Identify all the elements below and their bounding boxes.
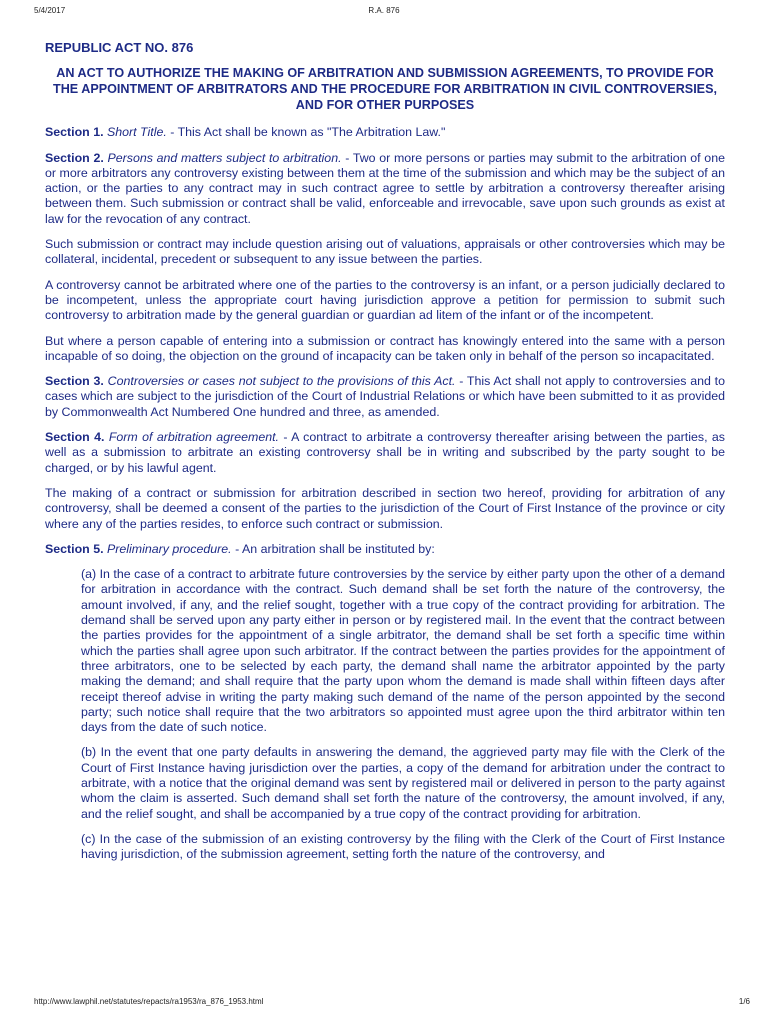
section-5-item-c: (c) In the case of the submission of an existing controversy by the filing with the Clerk of the Court of First Instance having jurisdiction, of the submission agreement, setting forth the nature of the controversy, and (81, 831, 725, 862)
section-heading: Controversies or cases not subject to the provisions of this Act. (107, 374, 456, 389)
section-text: - This Act shall not apply to controversies and to cases which are subject to the jurisdiction of the Court of Industrial Relations or which have been submitted to it as provided by Commonwealth Act Numbered One hundred and three, as amended. (45, 374, 725, 419)
page-number: 1/6 (738, 997, 750, 1006)
document-body (45, 40, 725, 872)
section-text: - This Act shall be known as "The Arbitration Law." (166, 125, 446, 140)
section-text: - A contract to arbitrate a controversy thereafter arising between the parties, as well as a submission to arbitrate an existing controversy shall be in writing and subscribed by the party sought to be charged, or by his lawful agent. (45, 430, 725, 475)
section-label: Section 4. (45, 430, 105, 445)
section-label: Section 2. (45, 150, 104, 165)
source-url: http://www.lawphil.net/statutes/repacts/ra1953/ra_876_1953.html (34, 997, 264, 1006)
section-2-paragraph-2: Such submission or contract may include question arising out of valuations, appraisals or other controversies which may be collateral, incidental, precedent or subsequent to any issue between the parties. (45, 237, 725, 267)
section-heading: Preliminary procedure. (106, 541, 232, 556)
section-5-item-a: (a) In the case of a contract to arbitrate future controversies by the service by either party upon the other of a demand for arbitration in accordance with the contract. Such demand shall be set forth the nature of the controversy, the amount involved, if any, and the relief sought, together with a true copy of the contract providing for arbitration. The demand shall be served upon any party either in person or by registered mail. In the event that the contract between the parties provides for the appointment of a single arbitrator, the demand shall be set forth a specific time within which the parties shall agree upon such arbitrator. If the contract between the parties provides for the appointment of three arbitrators, one to be selected by each party, the demand shall name the arbitrator appointed by the party making the demand; and shall require that the party upon whom the demand is made shall within fifteen days after receipt thereof advise in writing the party making such demand of the name of the person appointed by the second party; such notice shall require that the two arbitrators so appointed must agree upon the third arbitrator within ten days from the date of such notice. (81, 567, 725, 735)
section-heading: Short Title. (106, 125, 167, 140)
section-2-paragraph-3: A controversy cannot be arbitrated where one of the parties to the controversy is an infant, or a person judicially declared to be incompetent, unless the appropriate court having jurisdiction approve a petition for permission to submit such controversy to arbitration made by the general guardian or guardian ad litem of the infant or of the incompetent. (45, 277, 725, 323)
section-heading: Form of arbitration agreement. (108, 430, 279, 445)
act-number: REPUBLIC ACT NO. 876 (45, 40, 194, 55)
print-title: R.A. 876 (368, 6, 400, 15)
section-label: Section 1. (45, 125, 104, 140)
section-text: - An arbitration shall be instituted by: (231, 541, 435, 556)
section-5 (45, 542, 725, 557)
section-1 (45, 125, 725, 140)
section-5-item-b: (b) In the event that one party defaults in answering the demand, the aggrieved party may file with the Clerk of the Court of First Instance having jurisdiction over the parties, a copy of the demand for arbitration under the contract to arbitrate, with a notice that the original demand was sent by registered mail or delivered in person to the party against whom the claim is asserted. Such demand shall set forth the nature of the controversy, the amount involved, if any, and the relief sought, and shall be accompanied by a true copy of the contract providing for arbitration. (81, 745, 725, 821)
section-heading: Persons and matters subject to arbitration. (107, 150, 342, 165)
section-label: Section 5. (45, 541, 104, 556)
section-4 (45, 430, 725, 476)
section-2-paragraph-4: But where a person capable of entering into a submission or contract has knowingly entered into the same with a person incapable of so doing, the objection on the ground of incapacity can be taken only in behalf of the person so incapacitated. (45, 333, 725, 363)
section-text: - Two or more persons or parties may submit to the arbitration of one or more arbitrators any controversy existing between them at the time of the submission and which may be the subject of an action, or the parties to any contract may in such contract agree to settle by arbitration a controversy thereafter arising between them. Such submission or contract shall be valid, enforceable and irrevocable, save upon such grounds as exist at law for the revocation of any contract. (45, 150, 725, 226)
print-date: 5/4/2017 (34, 6, 66, 15)
section-label: Section 3. (45, 374, 104, 389)
section-2 (45, 151, 725, 227)
section-3 (45, 374, 725, 420)
section-4-paragraph-2: The making of a contract or submission for arbitration described in section two hereof, providing for arbitration of any controversy, shall be deemed a consent of the parties to the jurisdiction of the Court of First Instance of the province or city where any of the parties resides, to enforce such contract or submission. (45, 485, 725, 531)
act-title: AN ACT TO AUTHORIZE THE MAKING OF ARBITRATION AND SUBMISSION AGREEMENTS, TO PROVIDE FOR THE APPOINTMENT OF ARBITRATORS AND THE PROCEDURE FOR ARBITRATION IN CIVIL CONTROVERSIES, AND FOR OTHER PURPOSES (53, 66, 717, 113)
